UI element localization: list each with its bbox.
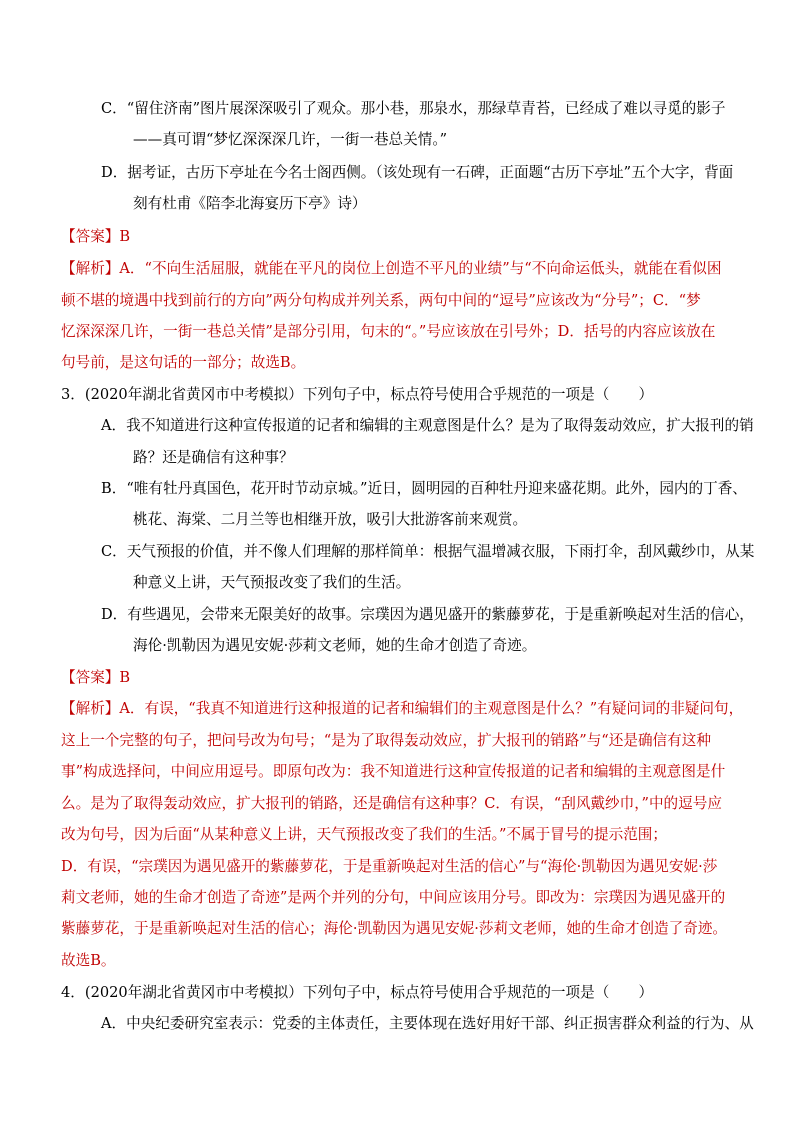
text-line-27: 紫藤萝花，于是重新唤起对生活的信心；海伦·凯勒因为遇见安妮·莎莉文老师，她的生命才创造了奇迹。 bbox=[61, 920, 728, 937]
text-line-21: 这上一个完整的句子，把问号改为句号；“是为了取得轰动效应，扩大报刊的销路”与“还是确信有这种 bbox=[61, 732, 711, 749]
text-line-2: ——真可谓“梦忆深深深几许，一街一巷总关情。” bbox=[133, 131, 448, 148]
text-line-5: 【答案】B bbox=[61, 228, 131, 245]
text-line-23: 么。是为了取得轰动效应，扩大报刊的销路，还是确信有这种事？C．有误，“刮风戴纱巾，”中的逗号应 bbox=[61, 795, 722, 812]
text-line-10: 3．(2020年湖北省黄冈市中考模拟）下列句子中，标点符号使用合乎规范的一项是（ ） bbox=[61, 386, 654, 403]
text-line-20: 【解析】A．有误，“我真不知道进行这种报道的记者和编辑们的主观意图是什么？”有疑问词的非疑问句， bbox=[61, 700, 744, 717]
text-line-18: 海伦·凯勒因为遇见安妮·莎莉文老师，她的生命才创造了奇迹。 bbox=[133, 637, 537, 654]
text-line-14: 桃花、海棠、二月兰等也相继开放，吸引大批游客前来观赏。 bbox=[133, 511, 528, 528]
text-line-1: C．“留住济南”图片展深深吸引了观众。那小巷，那泉水，那绿草青苔，已经成了难以寻觅的影子 bbox=[101, 100, 726, 117]
text-line-8: 忆深深深几许，一街一巷总关情”是部分引用，句末的“。”号应该放在引号外；D．括号的内容应该放在 bbox=[61, 323, 716, 340]
text-line-24: 改为句号，因为后面“从某种意义上讲，天气预报改变了我们的生活。”不属于冒号的提示范围； bbox=[61, 826, 667, 843]
text-line-9: 句号前，是这句话的一部分；故选B。 bbox=[61, 354, 306, 371]
text-line-26: 莉文老师，她的生命才创造了奇迹”是两个并列的分句，中间应该用分号。即改为：宗璞因为遇见盛开的 bbox=[61, 889, 726, 906]
text-line-28: 故选B。 bbox=[61, 952, 116, 969]
text-line-3: D．据考证，古历下亭址在今名士阁西侧。（该处现有一石碑，正面题“古历下亭址”五个大字，背面 bbox=[101, 164, 734, 181]
text-line-29: 4．(2020年湖北省黄冈市中考模拟）下列句子中，标点符号使用合乎规范的一项是（ ） bbox=[61, 984, 654, 1001]
text-line-17: D．有些遇见，会带来无限美好的故事。宗璞因为遇见盛开的紫藤萝花，于是重新唤起对生活的信心， bbox=[101, 606, 754, 623]
text-line-19: 【答案】B bbox=[61, 669, 131, 686]
text-line-12: 路？还是确信有这种事？ bbox=[133, 449, 294, 466]
text-line-11: A．我不知道进行这种宣传报道的记者和编辑的主观意图是什么？是为了取得轰动效应，扩大报刊的销 bbox=[101, 417, 754, 434]
text-line-22: 事”构成选择问，中间应用逗号。即原句改为：我不知道进行这种宣传报道的记者和编辑的主观意图是什 bbox=[61, 763, 726, 780]
text-line-13: B．“唯有牡丹真国色，花开时节动京城。”近日，圆明园的百种牡丹迎来盛花期。此外，园内的丁香、 bbox=[101, 480, 747, 497]
text-line-16: 种意义上讲，天气预报改变了我们的生活。 bbox=[133, 574, 411, 591]
text-line-6: 【解析】A．“不向生活屈服，就能在平凡的岗位上创造不平凡的业绩”与“不向命运低头，就能在看似困 bbox=[61, 260, 722, 277]
text-line-30: A．中央纪委研究室表示：党委的主体责任，主要体现在选好用好干部、纠正损害群众利益的行为、从 bbox=[101, 1015, 754, 1032]
text-line-15: C．天气预报的价值，并不像人们理解的那样简单：根据气温增减衣服，下雨打伞，刮风戴纱巾，从某 bbox=[101, 543, 755, 560]
text-line-7: 顿不堪的境遇中找到前行的方向”两分句构成并列关系，两句中间的“逗号”应该改为“分号”；C．“梦 bbox=[61, 292, 701, 309]
text-line-4: 刻有杜甫《陪李北海宴历下亭》诗） bbox=[133, 195, 367, 212]
text-line-25: D．有误，“宗璞因为遇见盛开的紫藤萝花，于是重新唤起对生活的信心”与“海伦·凯勒因为遇见安妮·莎 bbox=[61, 858, 718, 875]
